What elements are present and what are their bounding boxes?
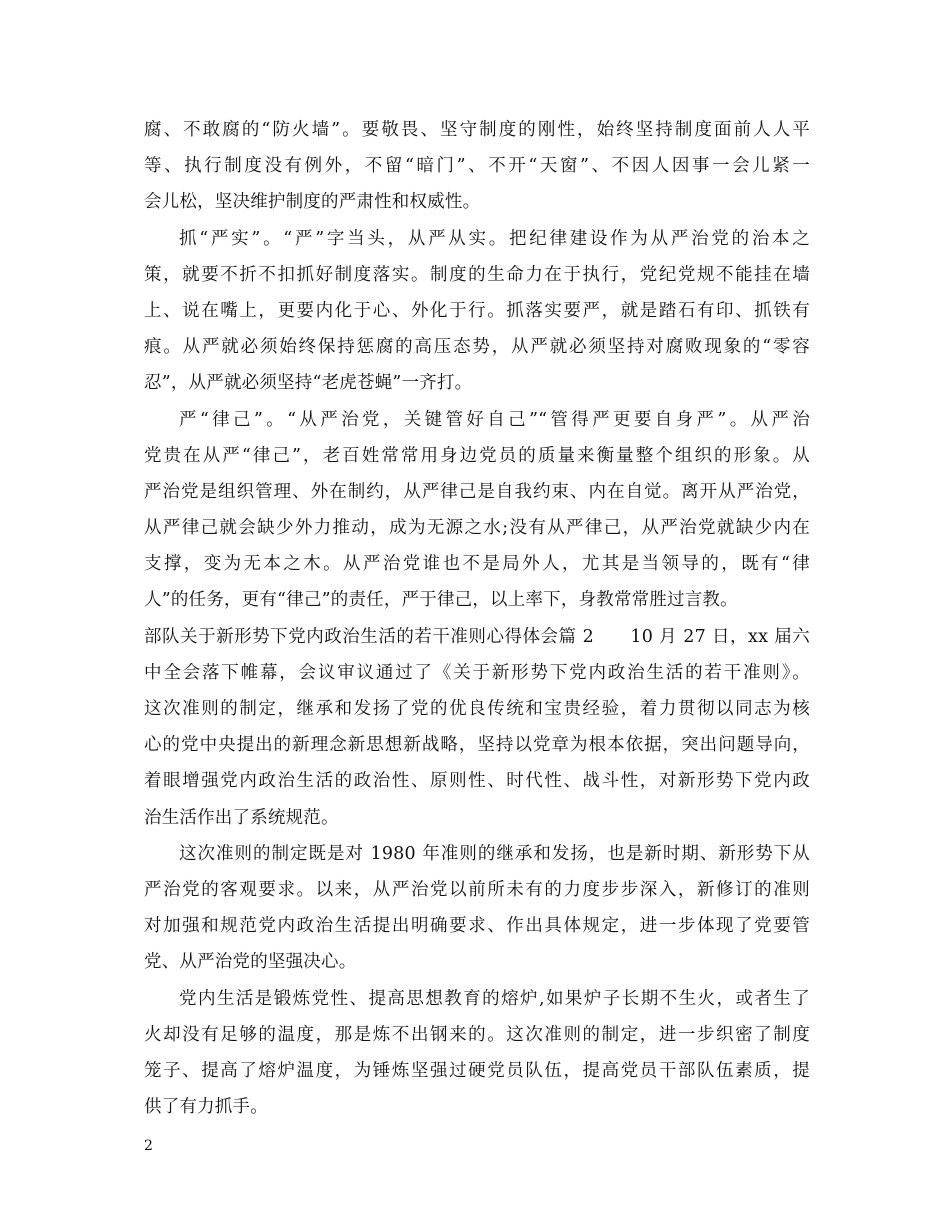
text-line: 着眼增强党内政治生活的政治性、原则性、时代性、战斗性，对新形势下党内政 bbox=[144, 771, 810, 792]
text-line: 忍”，从严就必须坚持“老虎苍蝇”一齐打。 bbox=[144, 373, 473, 394]
text-line: 党、从严治党的坚强决心。 bbox=[144, 952, 357, 973]
text-line: 笼子、提高了熔炉温度，为锤炼坚强过硬党员队伍，提高党员干部队伍素质，提 bbox=[144, 1060, 810, 1081]
text-line: 上、说在嘴上，更要内化于心、外化于行。抓落实要严，就是踏石有印、抓铁有 bbox=[144, 300, 810, 321]
text-line: 严治党是组织管理、外在制约，从严律己是自我约束、内在自觉。离开从严治党， bbox=[144, 481, 810, 502]
text-line: 严“律己”。“从严治党，关键管好自己”“管得严更要自身严”。从严治 bbox=[179, 409, 810, 430]
text-line: 供了有力抓手。 bbox=[144, 1097, 268, 1118]
body-text bbox=[144, 112, 810, 1125]
text-line: 抓“严实”。“严”字当头，从严从实。把纪律建设作为从严治党的治本之 bbox=[179, 228, 810, 249]
text-line: 这次准则的制定，继承和发扬了党的优良传统和宝贵经验，着力贯彻以同志为核 bbox=[144, 699, 810, 719]
text-line: 会儿松，坚决维护制度的严肃性和权威性。 bbox=[144, 192, 481, 213]
text-line: 中全会落下帷幕，会议审议通过了《关于新形势下党内政治生活的若干准则》。 bbox=[144, 662, 810, 683]
text-line: 部队关于新形势下党内政治生活的若干准则心得体会篇 2 10 月 27 日，xx 届六 bbox=[144, 626, 810, 647]
text-line: 火却没有足够的温度，那是炼不出钢来的。这次准则的制定，进一步织密了制度 bbox=[144, 1024, 810, 1045]
text-line: 心的党中央提出的新理念新思想新战略，坚持以党章为根本依据，突出问题导向， bbox=[144, 735, 810, 756]
text-line: 腐、不敢腐的“防火墙”。要敬畏、坚守制度的刚性，始终坚持制度面前人人平 bbox=[144, 120, 810, 140]
text-line: 等、执行制度没有例外，不留“暗门”、不开“天窗”、不因人因事一会儿紧一 bbox=[144, 156, 810, 177]
text-line: 支撑，变为无本之木。从严治党谁也不是局外人，尤其是当领导的，既有“律 bbox=[144, 554, 810, 575]
text-line: 治生活作出了系统规范。 bbox=[144, 807, 339, 828]
text-line: 党内生活是锻炼党性、提高思想教育的熔炉,如果炉子长期不生火，或者生了 bbox=[179, 988, 810, 1009]
page-number: 2 bbox=[144, 1138, 153, 1154]
text-line: 对加强和规范党内政治生活提出明确要求、作出具体规定，进一步体现了党要管 bbox=[144, 916, 810, 937]
text-line: 从严律己就会缺少外力推动，成为无源之水;没有从严律己，从严治党就缺少内在 bbox=[144, 518, 810, 539]
text-line: 痕。从严就必须始终保持惩腐的高压态势，从严就必须坚持对腐败现象的“零容 bbox=[144, 337, 810, 358]
text-line: 策，就要不折不扣抓好制度落实。制度的生命力在于执行，党纪党规不能挂在墙 bbox=[144, 264, 810, 285]
text-line: 人”的任务，更有“律己”的责任，严于律己，以上率下，身教常常胜过言教。 bbox=[144, 590, 738, 611]
text-line: 党贵在从严“律己”，老百姓常常用身边党员的质量来衡量整个组织的形象。从 bbox=[144, 445, 810, 466]
text-line: 这次准则的制定既是对 1980 年准则的继承和发扬，也是新时期、新形势下从 bbox=[179, 843, 810, 864]
text-line: 严治党的客观要求。以来，从严治党以前所未有的力度步步深入，新修订的准则 bbox=[144, 879, 810, 900]
